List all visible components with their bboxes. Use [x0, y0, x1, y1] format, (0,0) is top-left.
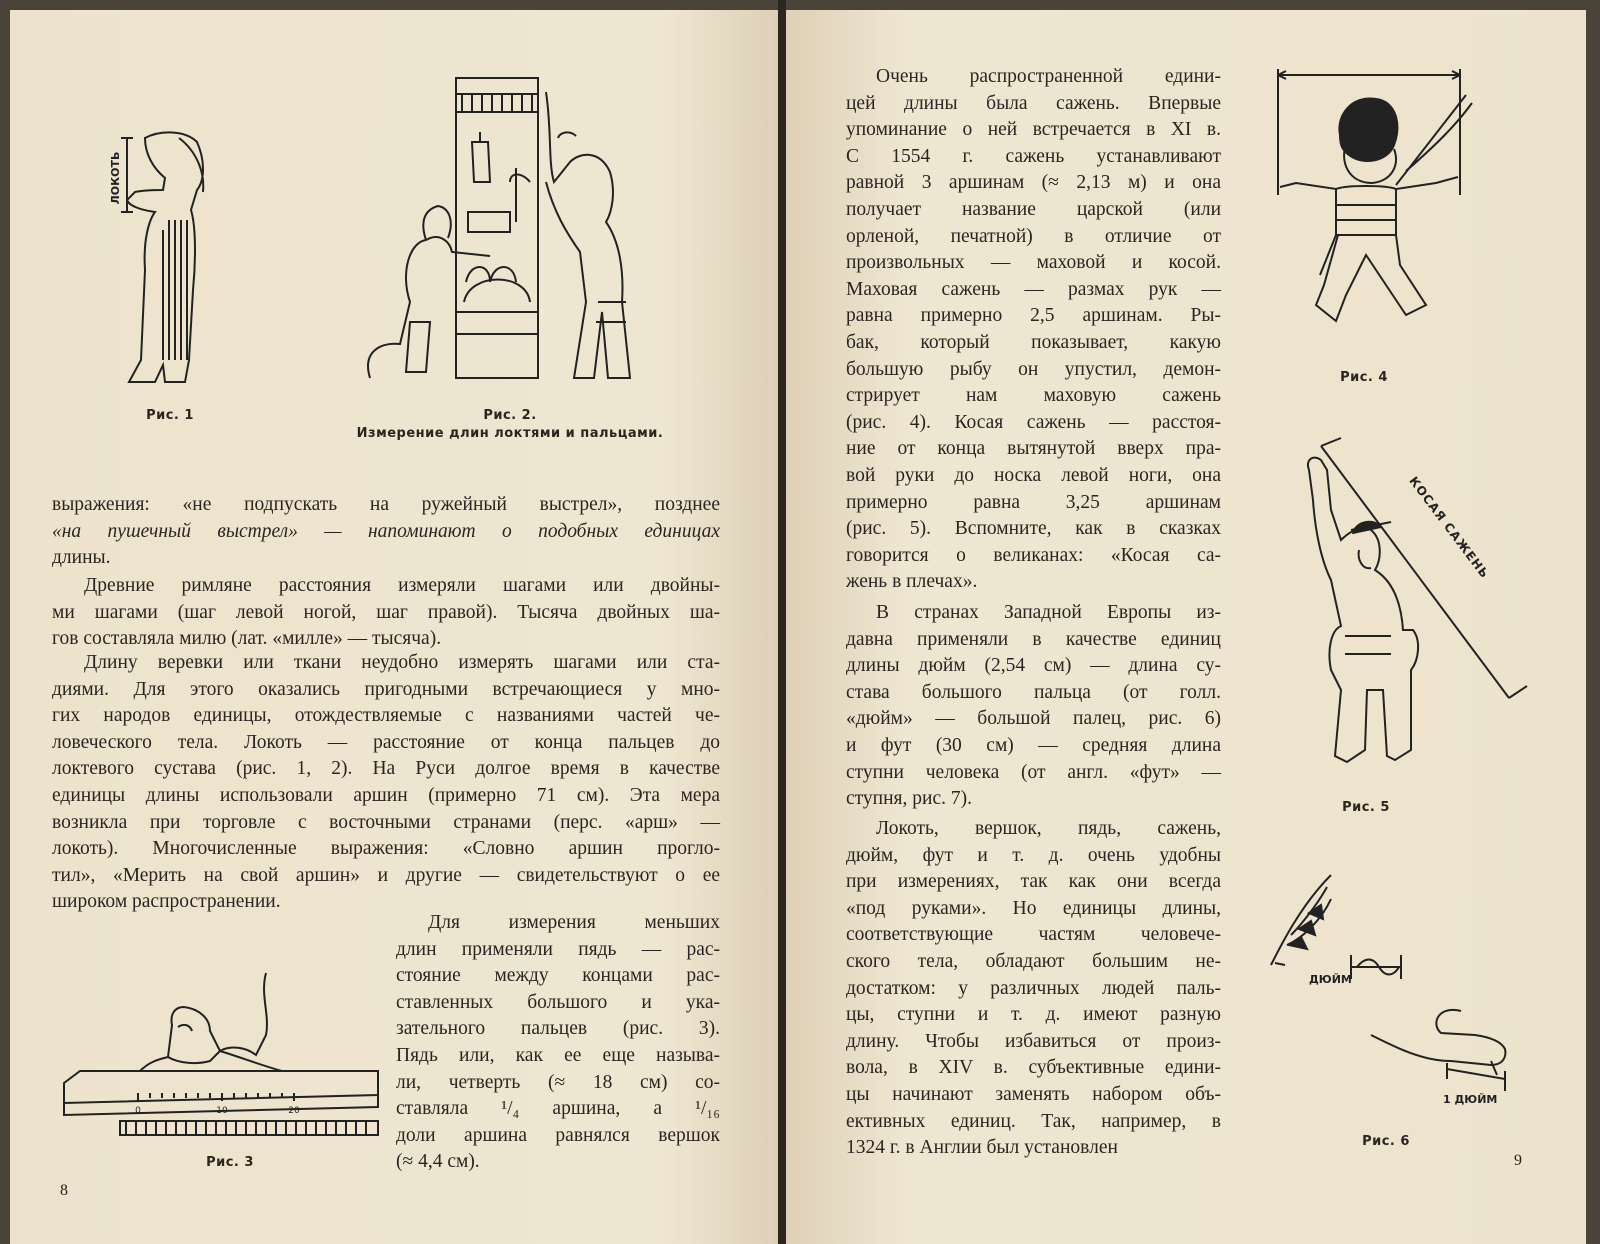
figure-4-caption: Рис. 4 [1340, 370, 1388, 385]
text-line: равной 3 аршинам (≈ 2,13 м) и она [846, 172, 1221, 194]
ruler-tick-label: 10 [216, 1106, 228, 1116]
page-number-left: 8 [60, 1182, 68, 1199]
figure-6-caption: Рис. 6 [1362, 1134, 1410, 1149]
text-line: Пядь или, как ее еще называ- [396, 1044, 720, 1066]
text-line: выражения: «не подпускать на ружейный выстрел», позднее [52, 494, 720, 515]
text-line: вой руки до носка левой ноги, она [846, 464, 1221, 486]
book-gutter [778, 0, 786, 1244]
ruler-tick-label: 20 [288, 1106, 300, 1116]
left-para-3 [52, 650, 720, 916]
right-para-2 [846, 600, 1221, 813]
left-para-2 [52, 573, 720, 653]
text-line: тил», «Мерить на свой аршин» и другие — свидетельствуют о ее [52, 864, 720, 886]
text-line: ступни человека (от англ. «фут» — [846, 761, 1221, 783]
text-line: ступня, рис. 7). [846, 788, 972, 810]
text-line: 1324 г. в Англии был установлен [846, 1137, 1118, 1159]
text-line: доли аршина равнялся вершок [396, 1124, 720, 1146]
figure-6-illustration [1261, 865, 1541, 1115]
right-page [786, 10, 1586, 1244]
left-page [10, 10, 778, 1244]
text-line: при измерениях, так как они всегда [846, 871, 1221, 893]
figure-5-caption: Рис. 5 [1342, 800, 1390, 815]
text-line: ловеческого тела. Локоть — расстояние от конца пальцев до [52, 731, 720, 753]
text-line: длин применяли пядь — рас- [396, 938, 720, 960]
text-line: ставляла ¹/₄ аршина, а ¹/₁₆ [396, 1098, 720, 1120]
text-line: жень в плечах». [846, 571, 978, 593]
text-line: единицы длины использовали аршин (примерно 71 см). Эта мера [52, 784, 720, 806]
figure-1-label: ЛОКОТЬ [109, 151, 122, 205]
text-line: «под руками». Но единицы длины, [846, 897, 1221, 919]
text-line: В странах Западной Европы из- [876, 602, 1221, 623]
figure-4-illustration [1276, 65, 1476, 345]
text-line: гов составляла милю (лат. «милле» — тысяча). [52, 628, 442, 650]
page-number-right: 9 [1514, 1152, 1522, 1169]
text-line: вола, в XIV в. субъективные едини- [846, 1057, 1221, 1079]
text-line: (рис. 5). Вспомните, как в сказках [846, 518, 1221, 540]
text-line: говорится о великанах: «Косая са- [846, 544, 1221, 566]
text-line: Для измерения меньших [428, 912, 720, 933]
text-line: достатком: у различных людей паль- [846, 977, 1221, 999]
text-line: орленой, печатной) в отличие от [846, 225, 1221, 247]
text-line: гих народов единицы, отождествляемые с названиями частей че- [52, 705, 720, 727]
text-line: произвольных — маховой и косой. [846, 252, 1221, 274]
text-line: дюйм, фут и т. д. очень удобны [846, 844, 1221, 866]
left-para-1 [52, 492, 720, 572]
text-line: цы начинают заменять набором объ- [846, 1083, 1221, 1105]
figure-3-illustration [60, 965, 390, 1140]
text-line: (рис. 4). Косая сажень — расстоя- [846, 411, 1221, 433]
text-line: Маховая сажень — размах рук — [846, 278, 1221, 300]
text-line: широком распространении. [52, 891, 281, 913]
text-line: Длину веревки или ткани неудобно измерять шагами или ста- [84, 652, 720, 673]
text-line: стрирует нам маховую сажень [846, 385, 1221, 407]
text-line: С 1554 г. сажень устанавливают [846, 145, 1221, 167]
figure-1-caption: Рис. 1 [146, 408, 194, 423]
text-line: ского тела, обладают большим не- [846, 950, 1221, 972]
text-line: большую рыбу он упустил, демон- [846, 358, 1221, 380]
text-line: ективных единиц. Так, например, в [846, 1110, 1221, 1132]
text-line: длину. Чтобы избавиться от произ- [846, 1030, 1221, 1052]
text-line: цы, ступни и т. д. имеют разную [846, 1004, 1221, 1026]
figure-6-label-bottom: 1 ДЮЙМ [1443, 1093, 1498, 1106]
text-line: возникла при торговле с восточными странами (перс. «арш» — [52, 811, 720, 833]
text-line: длины. [52, 547, 111, 569]
text-line: Очень распространенной едини- [876, 66, 1221, 87]
text-line: «на пушечный выстрел» — напоминают о подобных единицах [52, 520, 720, 542]
text-line: локтевого сустава (рис. 1, 2). На Руси долгое время в качестве [52, 758, 720, 780]
text-line: (≈ 4,4 см). [396, 1151, 480, 1173]
text-line: длины дюйм (2,54 см) — длина су- [846, 655, 1221, 677]
text-line: соответствующие частям человече- [846, 924, 1221, 946]
figure-2-subcaption: Измерение длин локтями и пальцами. [356, 426, 664, 441]
figure-1-illustration [105, 120, 235, 390]
text-line: ми шагами (шаг левой ногой, шаг правой). Тысяча двойных ша- [52, 601, 720, 623]
right-para-1 [846, 64, 1221, 596]
figure-5-label: КОСАЯ САЖЕНЬ [1406, 473, 1493, 582]
text-line: цей длины была сажень. Впервые [846, 92, 1221, 114]
left-para-4 [396, 910, 720, 1176]
ruler-tick-label: 0 [135, 1106, 141, 1116]
text-line: и фут (30 см) — средняя длина [846, 734, 1221, 756]
figure-3-caption: Рис. 3 [206, 1155, 254, 1170]
text-line: равна примерно 2,5 аршинам. Ры- [846, 305, 1221, 327]
text-line: стояние между концами рас- [396, 965, 720, 987]
text-line: ставленных большого и ука- [396, 991, 720, 1013]
text-line: примерно равна 3,25 аршинам [846, 491, 1221, 513]
text-line: диями. Для этого оказались пригодными встречающиеся у мно- [52, 678, 720, 700]
text-line: зательного пальцев (рис. 3). [396, 1018, 720, 1040]
right-para-3 [846, 816, 1221, 1162]
figure-2-illustration [340, 72, 640, 390]
text-line: локоть). Многочисленные выражения: «Словно аршин прогло- [52, 838, 720, 860]
text-line: ли, четверть (≈ 18 см) со- [396, 1071, 720, 1093]
text-line: «дюйм» — большой палец, рис. 6) [846, 708, 1221, 730]
text-line: Древние римляне расстояния измеряли шагами или двойны- [84, 575, 720, 596]
text-line: става большого пальца (от голл. [846, 681, 1221, 703]
text-line: Локоть, вершок, пядь, сажень, [876, 818, 1221, 839]
figure-2-caption: Рис. 2. [483, 408, 537, 423]
figure-6-label-top: ДЮЙМ [1309, 973, 1352, 986]
text-line: давна применяли в качестве единиц [846, 628, 1221, 650]
text-line: ние от конца вытянутой вверх пра- [846, 438, 1221, 460]
text-line: получает название царской (или [846, 198, 1221, 220]
text-line: бак, который показывает, какую [846, 331, 1221, 353]
text-line: упоминание о ней встречается в XI в. [846, 119, 1221, 141]
figure-5-illustration [1291, 430, 1531, 775]
